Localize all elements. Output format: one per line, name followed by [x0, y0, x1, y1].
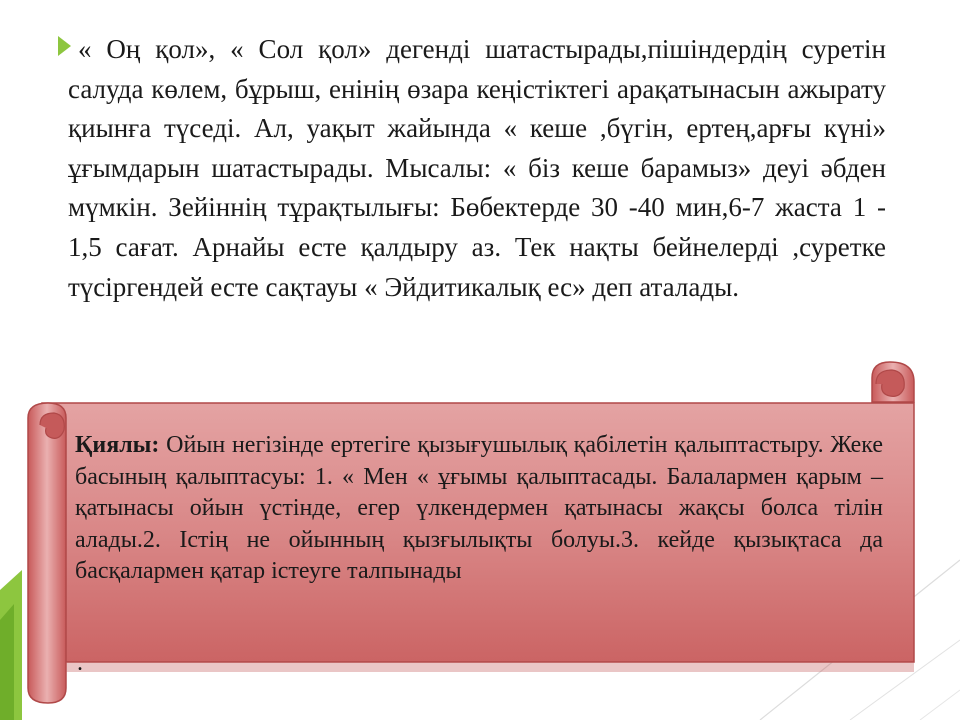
scroll-text	[75, 430, 883, 588]
scroll-trailing-dot: .	[77, 650, 83, 676]
main-paragraph: « Оң қол», « Сол қол» дегенді шатастырады,пішіндердің суретін салуда көлем, бұрыш, енінің өзара кеңістіктегі арақатынасын ажырату қиынға түседі. Ал, уақыт жайында « кеше ,бүгін, ертең,арғы күні» ұғымдарын шатастырады. Мысалы: « біз кеше барамыз» деуі әбден мүмкін. Зейіннің тұрақтылығы: Бөбектерде 30 -40 мин,6-7 жаста 1 - 1,5 сағат. Арнайы есте қалдыру аз. Тек нақты бейнелерді ,суретке түсіргендей есте сақтауы « Эйдитикалық ес» деп аталады.	[68, 34, 886, 302]
scroll-heading: Қиялы:	[75, 432, 160, 458]
scroll-body: Ойын негізінде ертегіге қызығушылық қабілетін қалыптастыру. Жеке басының қалыптасуы: 1. « Мен « ұғымы қалыптасады. Балалармен қарым –қатынасы ойын үстінде, егер үлкендермен қатынасы жақсы болса тілін алады.2. Істің не ойынның қызғылықты болуы.3. кейде қызықтаса да басқалармен қатар істеуге талпынады	[75, 432, 883, 584]
